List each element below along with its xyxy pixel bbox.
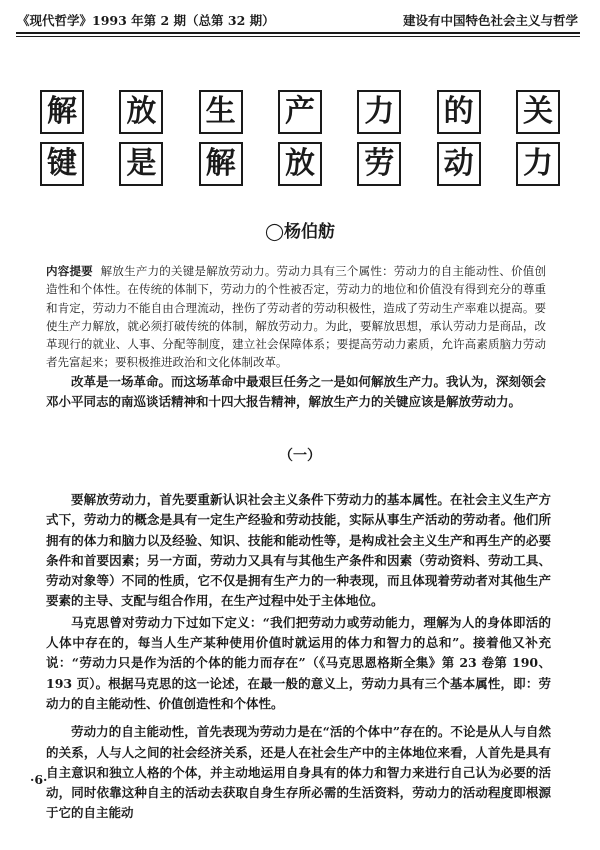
- section-heading: （一）: [279, 448, 321, 464]
- title-line-2: [40, 142, 560, 186]
- title-char: 生: [199, 90, 243, 134]
- title-char: 劳: [357, 142, 401, 186]
- title-char: 键: [40, 142, 84, 186]
- body-paragraph: 马克思曾对劳动力下过如下定义：“我们把劳动力或劳动能力，理解为人的身体即活的人体中存在的，每当人生产某种使用价值时就运用的体力和智力的总和”。接着他又补充说：“劳动力只是作为活的个体的能力而存在”（《马克思恩格斯全集》第 23 卷第 190、193 页）。根据马克思的这一论述，在最一般的意义上，劳动力具有三个基本属性，即：劳动力的自主能动性、价值创造性和个体性。: [46, 614, 551, 711]
- title-char: 放: [278, 142, 322, 186]
- column-header: 建设有中国特色社会主义与哲学: [402, 13, 578, 28]
- intro-paragraph: 改革是一场革命。而这场革命中最艰巨任务之一是如何解放生产力。我认为，深刻领会邓小平同志的南巡谈话精神和十四大报告精神，解放生产力的关键应该是解放劳动力。: [46, 374, 547, 409]
- title-line-1: [40, 90, 560, 134]
- abstract-label: 内容提要: [46, 264, 93, 278]
- title-char: 是: [119, 142, 163, 186]
- title-char: 动: [437, 142, 481, 186]
- body-paragraph: 要解放劳动力，首先要重新认识社会主义条件下劳动力的基本属性。在社会主义生产方式下，劳动力的概念是具有一定生产经验和劳动技能，实际从事生产活动的劳动者。他们所拥有的体力和脑力以及经验、知识、技能和能动性等，是构成社会主义生产和再生产的必要条件和首要因素；另一方面，劳动力又具有与其他生产条件和因素（劳动资料、劳动工具、劳动对象等）不同的性质，它不仅是拥有生产力的一种表现，而且体现着劳动者对其他生产要素的主导、支配与组合作用，在生产过程中处于主体地位。: [46, 492, 551, 609]
- title-char: 力: [357, 90, 401, 134]
- header-rule-thin: [16, 36, 580, 37]
- title-char: 力: [516, 142, 560, 186]
- abstract-text: 解放生产力的关键是解放劳动力。劳动力具有三个属性：劳动力的自主能动性、价值创造性和个体性。在传统的体制下，劳动力的个性被否定，劳动力的地位和价值没有得到充分的尊重和肯定，劳动力不能自由合理流动，挫伤了劳动者的劳动积极性，造成了劳动生产率难以提高。要使生产力解放，就必须打破传统的体制，解放劳动力。为此，要解放思想，承认劳动力是商品，改革现行的就业、人事、分配等制度，建立社会保障体系；要提高劳动力素质，允许高素质脑力劳动者先富起来；要积极推进政治和文化体制改革。: [46, 264, 547, 370]
- journal-header: 《现代哲学》1993 年第 2 期（总第 32 期）: [17, 13, 275, 28]
- title-char: 的: [437, 90, 481, 134]
- title-char: 解: [199, 142, 243, 186]
- body-paragraph: 劳动力的自主能动性，首先表现为劳动力是在“活的个体中”存在的。不论是从人与自然的关系，人与人之间的社会经济关系，还是人在社会生产中的主体地位来看，人首先是具有自主意识和独立人格的个体，并主动地运用自身具有的体力和智力来进行自己认为必要的活动，同时依靠这种自主的活动去获取自身生存所必需的生活资料，劳动力的活动程度即根源于它的自主能动: [46, 724, 551, 821]
- header-rule-thick: [16, 32, 580, 34]
- body-text: [46, 490, 551, 825]
- abstract: [46, 262, 546, 372]
- title-char: 放: [119, 90, 163, 134]
- title-char: 产: [278, 90, 322, 134]
- title-char: 关: [516, 90, 560, 134]
- page-number: ·6·: [30, 772, 48, 787]
- author-name: ◯杨伯舫: [264, 222, 336, 242]
- title-char: 解: [40, 90, 84, 134]
